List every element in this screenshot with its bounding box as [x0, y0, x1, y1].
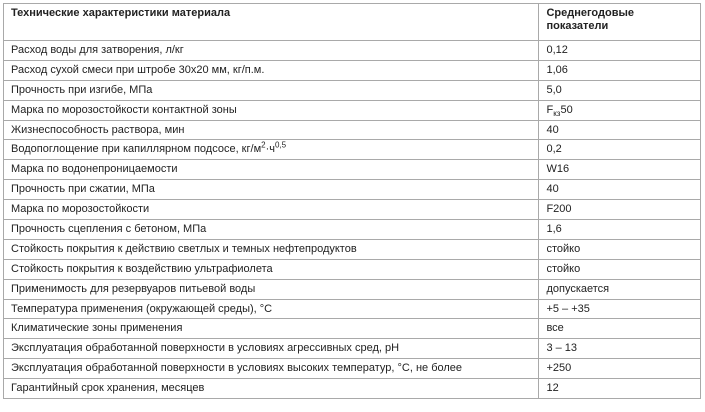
- row-label: Гарантийный срок хранения, месяцев: [4, 379, 539, 399]
- row-value: W16: [539, 160, 701, 180]
- table-row: [4, 239, 701, 259]
- row-label: Жизнеспособность раствора, мин: [4, 120, 539, 140]
- row-value: 5,0: [539, 80, 701, 100]
- label-main: Водопоглощение при капиллярном подсосе, кг/м: [11, 143, 262, 156]
- row-value: стойко: [539, 239, 701, 259]
- table-row: [4, 379, 701, 399]
- value-number: 50: [560, 103, 573, 116]
- row-value: +250: [539, 359, 701, 379]
- row-value: 1,6: [539, 220, 701, 240]
- row-label: Климатические зоны применения: [4, 319, 539, 339]
- row-value: 1,06: [539, 60, 701, 80]
- row-value: 40: [539, 120, 701, 140]
- row-value: 3 – 13: [539, 339, 701, 359]
- row-value: [539, 100, 701, 120]
- table-row: [4, 359, 701, 379]
- row-value: 40: [539, 180, 701, 200]
- label-superscript-1: 2: [261, 140, 266, 150]
- row-label: Марка по морозостойкости контактной зоны: [4, 100, 539, 120]
- header-characteristic: Технические характеристики материала: [4, 4, 539, 41]
- row-value: допускается: [539, 279, 701, 299]
- table-row: [4, 60, 701, 80]
- row-value: +5 – +35: [539, 299, 701, 319]
- row-label: Марка по водонепроницаемости: [4, 160, 539, 180]
- value-main: F: [546, 103, 554, 116]
- table-row: [4, 160, 701, 180]
- row-label: Расход сухой смеси при штробе 30x20 мм, кг/п.м.: [4, 60, 539, 80]
- header-annual-values-line2: показатели: [546, 20, 609, 32]
- table-row: [4, 220, 701, 240]
- row-value: все: [539, 319, 701, 339]
- row-label: Стойкость покрытия к воздействию ультрафиолета: [4, 259, 539, 279]
- row-label: Прочность сцепления с бетоном, МПа: [4, 220, 539, 240]
- header-annual-values: [539, 4, 701, 41]
- row-value: стойко: [539, 259, 701, 279]
- table-row: [4, 259, 701, 279]
- row-label: Прочность при изгибе, МПа: [4, 80, 539, 100]
- table-row: [4, 100, 701, 120]
- table-row: [4, 140, 701, 160]
- row-value: 0,12: [539, 41, 701, 61]
- row-label: Эксплуатация обработанной поверхности в условиях высоких температур, °С, не более: [4, 359, 539, 379]
- row-value: 0,2: [539, 140, 701, 160]
- table-row: [4, 180, 701, 200]
- label-superscript-2: 0,5: [275, 140, 287, 150]
- table-row: [4, 339, 701, 359]
- row-label: [4, 140, 539, 160]
- table-row: [4, 120, 701, 140]
- label-middle: ·ч: [265, 143, 275, 156]
- row-value: F200: [539, 200, 701, 220]
- row-label: Марка по морозостойкости: [4, 200, 539, 220]
- table-row: [4, 279, 701, 299]
- row-label: Эксплуатация обработанной поверхности в условиях агрессивных сред, pH: [4, 339, 539, 359]
- table-row: [4, 80, 701, 100]
- table-header-row: [4, 4, 701, 41]
- table-row: [4, 200, 701, 220]
- table-row: [4, 299, 701, 319]
- row-label: Температура применения (окружающей среды), °С: [4, 299, 539, 319]
- header-annual-values-line1: Среднегодовые: [546, 7, 634, 19]
- row-label: Применимость для резервуаров питьевой воды: [4, 279, 539, 299]
- value-subscript: кз: [553, 108, 561, 118]
- specifications-table: [3, 3, 701, 399]
- table-row: [4, 319, 701, 339]
- row-label: Стойкость покрытия к действию светлых и темных нефтепродуктов: [4, 239, 539, 259]
- row-label: Прочность при сжатии, МПа: [4, 180, 539, 200]
- table-row: [4, 41, 701, 61]
- row-label: Расход воды для затворения, л/кг: [4, 41, 539, 61]
- row-value: 12: [539, 379, 701, 399]
